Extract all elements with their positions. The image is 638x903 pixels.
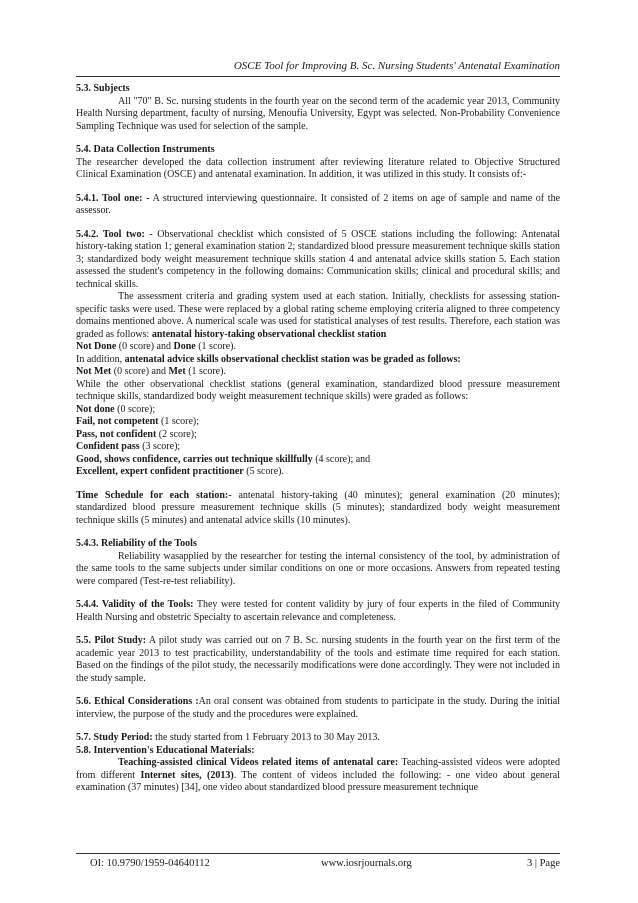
section-5-4-2: 5.4.2. Tool two: - Observational checklist which consisted of 5 OSCE stations including the following: Antenatal history-taking station 1; general examination station 2; standardized blood pressure measurement technique skills station 3; standardized body weight measurement technique skills station 4 and antenatal advice skills station 5. Each station assessed the student's competency in the following domains: Communication skills; clinical and procedural skills; and technical skills. <box>76 228 561 290</box>
section-5-4-2-criteria: The assessment criteria and grading system used at each station. Initially, checklists for assessing station-specific tasks were used. These were replaced by a global rating scheme employing criteria aligned to three competency domains mentioned above. A numerical scale was used for statistical analyses of test results. Therefore, each station was graded as follows: antenatal history-taking observational checklist station <box>76 291 560 340</box>
grade-item: Confident pass (3 score); <box>76 441 181 452</box>
running-header: OSCE Tool for Improving B. Sc. Nursing Students' Antenatal Examination <box>233 60 560 72</box>
section-5-4-3-heading: 5.4.3. Reliability of the Tools <box>76 538 197 549</box>
article-body <box>76 83 560 795</box>
other-stations-text: While the other observational checklist stations (general examination, standardized blood pressure measurement technique skills, standardized body weight measurement technique skills) were graded as follows: <box>76 378 560 402</box>
footer-divider <box>76 853 560 854</box>
section-5-4-4: 5.4.4. Validity of the Tools: They were tested for content validity by jury of four experts in the filed of Community Health Nursing and obstetric Specialty to ascertain relevance and completeness. <box>76 599 560 623</box>
footer-page-number: 3 | Page <box>526 858 560 869</box>
section-5-7: 5.7. Study Period: the study started from 1 February 2013 to 30 May 2013. <box>76 732 380 743</box>
section-5-4-3-text: Reliability wasapplied by the researcher for testing the internal consistency of the tool, by administration of the same tools to the same subjects under similar conditions on one or more occasions. Answers from repeated testing were compared (Test-re-test reliability). <box>76 550 560 587</box>
section-5-8-text: Teaching-assisted clinical Videos related items of antenatal care: Teaching-assisted videos were adopted from different Internet sites, (2013). The content of videos included the following: - one video about general examination (37 minutes) [34], one video about standardized blood pressure measurement technique <box>76 757 560 793</box>
grade-item: Pass, not confident (2 score); <box>76 428 197 440</box>
section-5-5: 5.5. Pilot Study: A pilot study was carried out on 7 B. Sc. nursing students in the fourth year on the first term of the academic year 2013 to test practicability, understandability of the tools and estimate time required for each station. Based on the findings of the pilot study, the necessarily modifications were done accordingly. They were not included in the study sample. <box>76 635 561 684</box>
section-5-8-heading: 5.8. Intervention's Educational Materials: <box>76 744 255 756</box>
grade-item: Good, shows confidence, carries out technique skillfully (4 score); and <box>76 453 371 465</box>
section-5-4-text: The researcher developed the data collection instrument after reviewing literature related to Objective Structured Clinical Examination (OSCE) and antenatal examination. In addition, it was utilized in this study. It consists of:- <box>76 156 560 180</box>
grade-item: Not done (0 score); <box>76 403 156 415</box>
grade-item: Excellent, expert confident practitioner (5 score). <box>76 466 284 477</box>
section-5-3-text: All "70" B. Sc. nursing students in the fourth year on the second term of the academic year 2013, Community Health Nursing department, faculty of nursing, Menoufia University, Egypt was selected. Non-Probability Convenience Sampling Technique was used for selection of the sample. <box>76 95 560 132</box>
footer-website: www.iosrjournals.org <box>321 858 412 869</box>
grade-met-line: Not Met (0 score) and Met (1 score). <box>76 366 226 377</box>
time-schedule: Time Schedule for each station:- antenatal history-taking (40 minutes); general examination (20 minutes); standardized blood pressure measurement technique skills (5 minutes); standardized body weight measurement technique skills (5 minutes) and antenatal advice skills (10 minutes). <box>76 489 560 526</box>
section-5-3-heading: 5.3. Subjects <box>76 83 130 94</box>
footer-doi: OI: 10.9790/1959-04640112 <box>90 858 210 869</box>
grade-item: Fail, not competent (1 score); <box>76 416 200 427</box>
section-5-6: 5.6. Ethical Considerations :An oral consent was obtained from students to participate in the study. During the initial interview, the purpose of the study and the procedures were explained. <box>76 696 560 720</box>
header-divider <box>76 76 560 77</box>
grade-done-line: Not Done (0 score) and Done (1 score). <box>76 341 236 352</box>
section-5-4-heading: 5.4. Data Collection Instruments <box>76 144 215 155</box>
section-5-4-1: 5.4.1. Tool one: - A structured interviewing questionnaire. It consisted of 2 items on age of sample and name of the assessor. <box>76 192 561 216</box>
advice-grading-line: In addition, antenatal advice skills observational checklist station was be graded as follows: <box>76 353 461 365</box>
